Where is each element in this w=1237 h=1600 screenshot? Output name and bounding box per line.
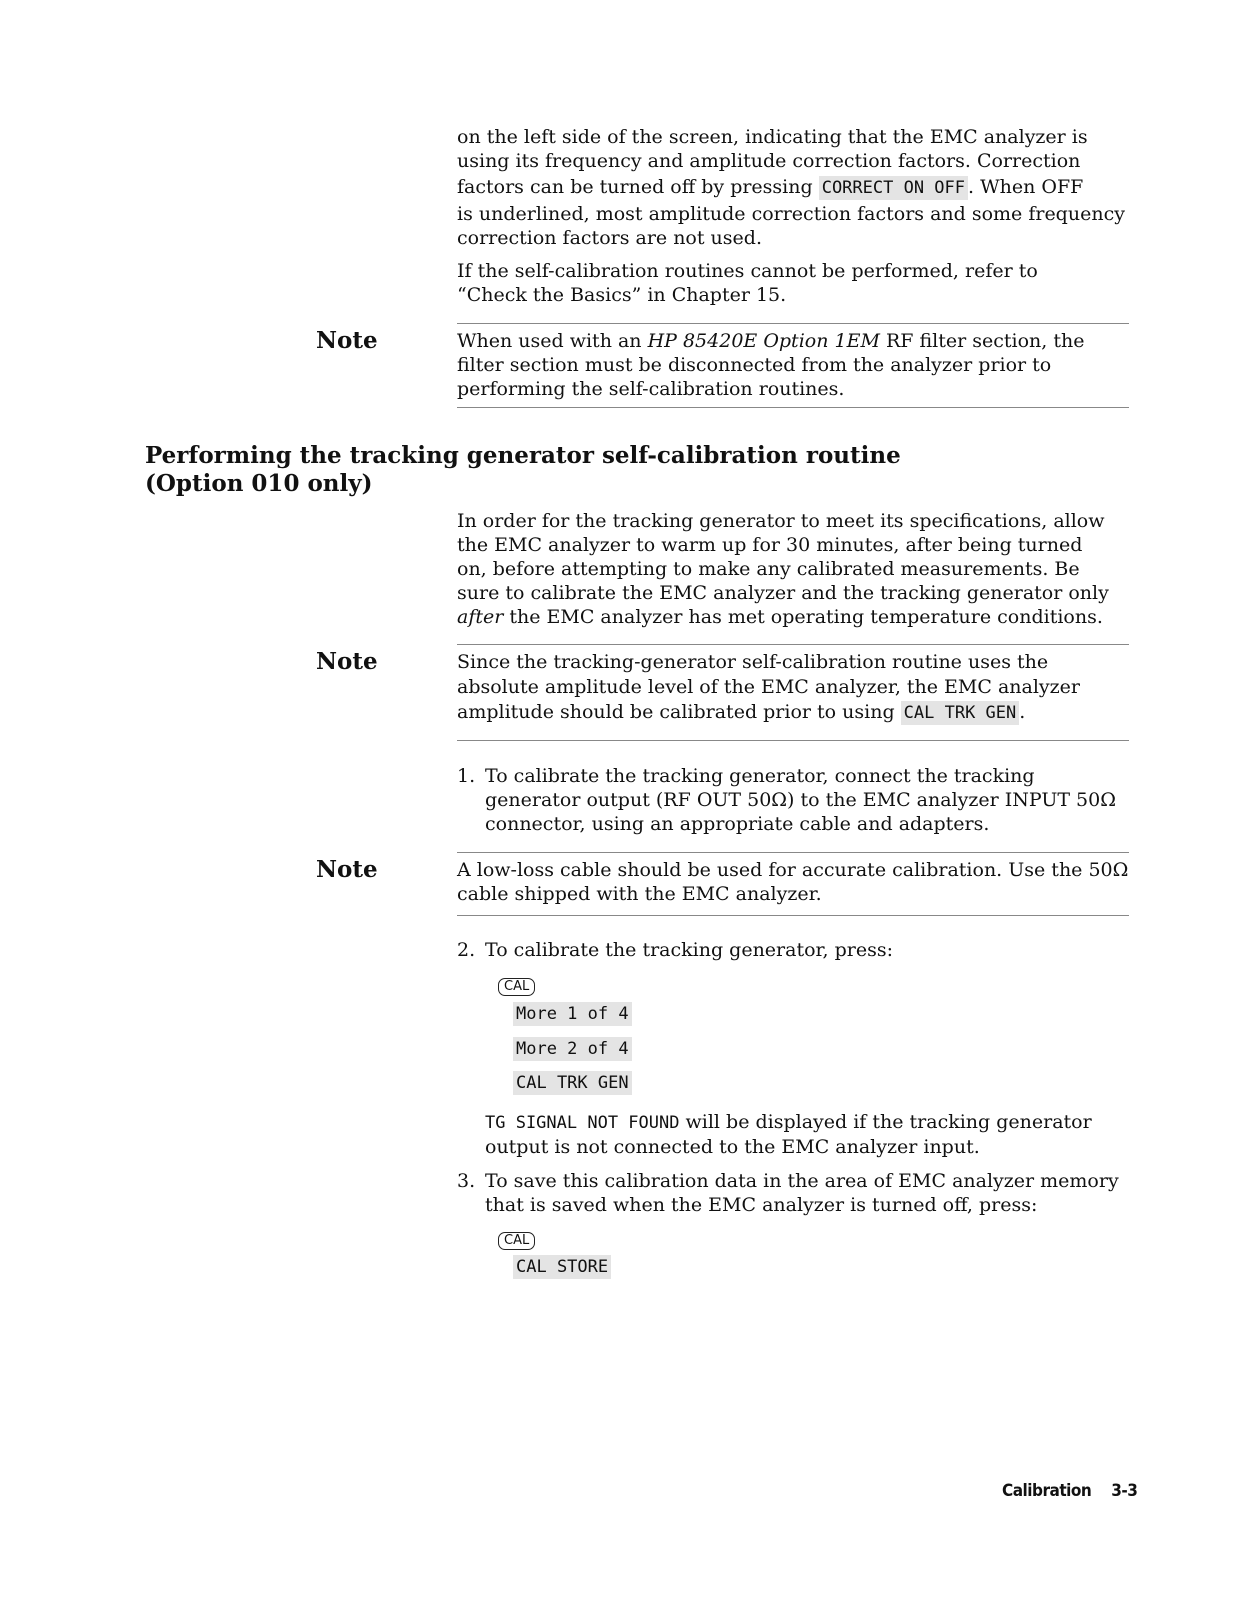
cal-hardkey: CAL: [498, 1232, 535, 1250]
step-text: To calibrate the tracking generator, press:: [485, 939, 893, 961]
section-text: the EMC analyzer has met operating temperature conditions.: [503, 606, 1103, 628]
section-italic: after: [457, 606, 504, 628]
intro-paragraph: [457, 125, 1129, 250]
note-text: A low-loss cable should be used for accurate calibration. Use the 50Ω cable shipped with the EMC analyzer.: [457, 859, 1129, 905]
note-divider: [457, 644, 1129, 645]
screen-message: TG SIGNAL NOT FOUND: [485, 1113, 680, 1133]
note-italic: HP 85420E Option 1EM: [647, 330, 880, 352]
cal-trk-gen-softkey: CAL TRK GEN: [901, 701, 1020, 725]
note-label: Note: [316, 856, 378, 883]
note-text-part: .: [1019, 701, 1026, 723]
step-number: 3.: [457, 1170, 476, 1192]
note-text-part: Since the tracking-generator self-calibration routine uses the absolute amplitude level of the EMC analyzer, the EMC analyzer amplitude should be calibrated prior to using: [457, 651, 1081, 723]
page-number: 3-3: [1111, 1481, 1138, 1501]
softkey-label: CAL TRK GEN: [513, 1071, 632, 1095]
softkey-more-1-of-4: [513, 1004, 632, 1024]
intro-line: using its frequency and amplitude correction factors. Correction: [457, 150, 1081, 172]
intro-paragraph-2: If the self-calibration routines cannot be performed, refer to “Check the Basics” in Chapter 15.: [457, 260, 1038, 306]
note-text: [457, 650, 1129, 726]
intro-text: factors can be turned off by pressing: [457, 176, 819, 198]
softkey-more-2-of-4: [513, 1039, 632, 1059]
note-text-part: RF filter section, the filter section must be disconnected from the analyzer prior to performing the self-calibration routines.: [457, 330, 1085, 400]
note-divider: [457, 740, 1129, 741]
footer-section: Calibration: [1002, 1481, 1092, 1501]
intro-text: . When OFF: [968, 176, 1084, 198]
step-text: To calibrate the tracking generator, connect the tracking generator output (RF OUT 50Ω) to the EMC analyzer INPUT 50Ω connector, using an appropriate cable and adapters.: [485, 765, 1116, 835]
intro-line: [457, 175, 1129, 200]
note-text-part: When used with an: [457, 330, 648, 352]
softkey-cal-trk-gen: [513, 1073, 632, 1093]
step-3: [457, 1169, 1129, 1217]
intro-line: on the left side of the screen, indicating that the EMC analyzer is: [457, 126, 1088, 148]
heading-line: (Option 010 only): [145, 470, 373, 497]
page-footer: [1002, 1481, 1137, 1501]
note-divider: [457, 407, 1129, 408]
section-paragraph: [457, 509, 1117, 629]
step-2-message: [485, 1110, 1125, 1159]
softkey-cal-store: [513, 1257, 611, 1277]
cal-hardkey: CAL: [498, 978, 535, 996]
step-text: To save this calibration data in the area of EMC analyzer memory that is saved when the EMC analyzer is turned off, press:: [485, 1170, 1119, 1216]
softkey-label: More 1 of 4: [513, 1002, 632, 1026]
note-label: Note: [316, 648, 378, 675]
note-divider: [457, 852, 1129, 853]
step-number: 2.: [457, 939, 476, 961]
step-number: 1.: [457, 765, 476, 787]
step-1: [457, 764, 1129, 836]
heading-line: Performing the tracking generator self-calibration routine: [145, 442, 901, 469]
step-2: [457, 938, 1129, 962]
softkey-label: CAL STORE: [513, 1255, 611, 1279]
note-divider: [457, 915, 1129, 916]
note-label: Note: [316, 327, 378, 354]
note-divider: [457, 323, 1129, 324]
note-text: [457, 329, 1129, 401]
intro-line: is underlined, most amplitude correction factors and some frequency: [457, 203, 1125, 225]
softkey-label: More 2 of 4: [513, 1037, 632, 1061]
message-text: will be displayed if the tracking generator output is not connected to the EMC analyzer input.: [485, 1111, 1092, 1158]
section-heading: [145, 442, 1045, 498]
correct-on-off-softkey: CORRECT ON OFF: [819, 176, 968, 200]
intro-line: correction factors are not used.: [457, 227, 762, 249]
section-text: In order for the tracking generator to meet its specifications, allow the EMC analyzer to warm up for 30 minutes, after being turned on, before attempting to make any calibrated measurements. Be sure to calibrate the EMC analyzer and the tracking generator only: [457, 510, 1109, 604]
